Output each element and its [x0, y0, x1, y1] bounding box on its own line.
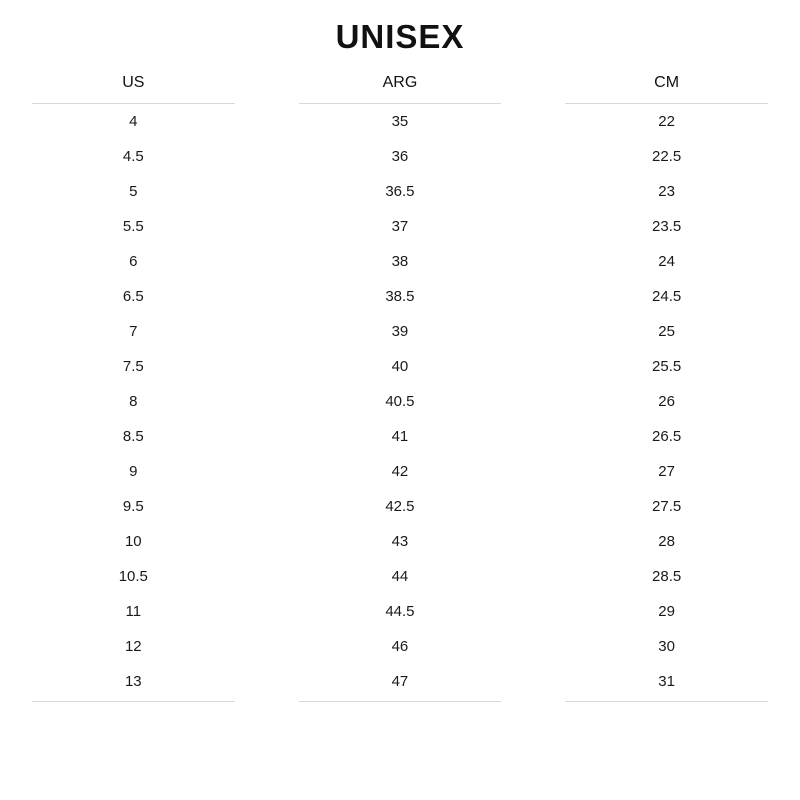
cell-us: 12 — [124, 638, 142, 655]
cell-arg: 46 — [391, 638, 409, 655]
cell-us: 8 — [129, 393, 138, 410]
cell-us: 7 — [129, 323, 138, 340]
table-row — [0, 454, 800, 489]
cell-cm: 30 — [658, 638, 675, 655]
cell-arg: 44 — [391, 568, 409, 585]
cell-arg: 47 — [267, 664, 534, 699]
column-header-cm-label: CM — [654, 74, 680, 91]
table-body — [0, 104, 800, 699]
cell-cm: 24.5 — [652, 288, 682, 305]
cell-arg: 37 — [391, 218, 409, 235]
cell-us: 4.5 — [122, 148, 144, 165]
cell-cm: 29 — [658, 603, 675, 620]
column-header-arg — [267, 68, 534, 104]
table-row — [0, 489, 800, 524]
cell-arg: 40 — [391, 358, 409, 375]
table-row — [0, 629, 800, 664]
table-row — [0, 104, 800, 139]
table-row — [0, 139, 800, 174]
cell-cm: 23.5 — [652, 218, 682, 235]
cell-cm: 24 — [658, 253, 675, 270]
size-conversion-table — [0, 68, 800, 699]
cell-cm: 25.5 — [652, 358, 682, 375]
table-header-row — [0, 68, 800, 104]
cell-cm: 27 — [658, 463, 675, 480]
cell-us: 10 — [124, 533, 142, 550]
cell-us: 8.5 — [122, 428, 144, 445]
cell-us: 5.5 — [122, 218, 144, 235]
cell-us: 6.5 — [122, 288, 144, 305]
cell-arg: 41 — [391, 428, 409, 445]
page-title: UNISEX — [335, 18, 465, 55]
table-row — [0, 314, 800, 349]
table-header — [0, 68, 800, 104]
cell-arg: 42 — [391, 463, 409, 480]
table-row — [0, 349, 800, 384]
cell-cm: 22 — [658, 113, 675, 130]
table-row — [0, 594, 800, 629]
cell-arg: 39 — [391, 323, 409, 340]
cell-arg: 38.5 — [385, 288, 415, 305]
table-row — [0, 244, 800, 279]
table-row — [0, 279, 800, 314]
cell-arg: 38 — [391, 253, 409, 270]
table-row — [0, 209, 800, 244]
cell-cm: 23 — [658, 183, 675, 200]
cell-us: 9 — [129, 463, 138, 480]
cell-arg: 43 — [391, 533, 409, 550]
cell-cm: 26.5 — [652, 428, 682, 445]
table-row — [0, 664, 800, 699]
cell-arg: 36.5 — [385, 183, 415, 200]
cell-cm: 25 — [658, 323, 675, 340]
table-row — [0, 524, 800, 559]
cell-us: 13 — [0, 664, 267, 699]
cell-arg: 42.5 — [385, 498, 415, 515]
cell-us: 5 — [129, 183, 138, 200]
cell-us: 4 — [129, 113, 138, 130]
table-row — [0, 419, 800, 454]
table-row — [0, 559, 800, 594]
cell-cm: 27.5 — [652, 498, 682, 515]
cell-us: 6 — [129, 253, 138, 270]
column-header-arg-label: ARG — [382, 74, 418, 91]
cell-cm: 26 — [658, 393, 675, 410]
column-header-us-label: US — [122, 74, 145, 91]
table-row — [0, 384, 800, 419]
column-header-us — [0, 68, 267, 104]
column-header-cm — [533, 68, 800, 104]
table-row — [0, 174, 800, 209]
cell-cm: 22.5 — [652, 148, 682, 165]
cell-us: 10.5 — [118, 568, 148, 585]
cell-arg: 44.5 — [385, 603, 415, 620]
cell-cm: 28 — [658, 533, 675, 550]
size-table-container — [0, 68, 800, 800]
cell-arg: 40.5 — [385, 393, 415, 410]
cell-us: 11 — [125, 603, 142, 620]
cell-us: 7.5 — [122, 358, 144, 375]
cell-us: 9.5 — [122, 498, 144, 515]
cell-cm: 31 — [533, 664, 800, 699]
cell-arg: 35 — [391, 113, 409, 130]
cell-arg: 36 — [391, 148, 409, 165]
cell-cm: 28.5 — [652, 568, 682, 585]
